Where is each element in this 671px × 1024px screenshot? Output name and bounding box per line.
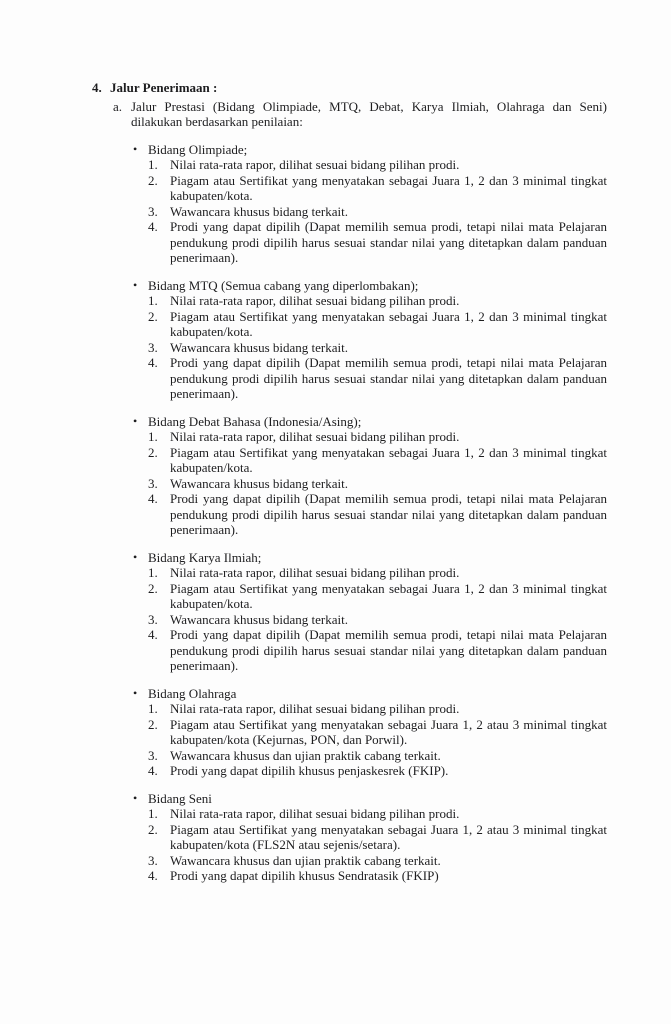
item-number: 4.	[148, 627, 158, 642]
item-number: 1.	[148, 293, 158, 308]
item-number: 4.	[148, 219, 158, 234]
item-number: 2.	[148, 308, 158, 324]
criteria-item	[148, 822, 607, 853]
bidang-section-header	[133, 414, 607, 430]
item-number: 3.	[148, 747, 158, 763]
item-number: 2.	[148, 821, 158, 837]
document-content	[92, 80, 607, 884]
item-number: 3.	[148, 611, 158, 627]
bidang-sections-list	[92, 142, 607, 884]
criteria-list	[148, 806, 607, 884]
bidang-title: Bidang Olahraga	[148, 685, 237, 701]
bidang-section	[133, 791, 607, 884]
bullet-icon: •	[133, 549, 138, 564]
bidang-title: Bidang Karya Ilmiah;	[148, 549, 262, 565]
bullet-icon: •	[133, 413, 138, 428]
criteria-list	[148, 429, 607, 538]
bidang-title: Bidang Debat Bahasa (Indonesia/Asing);	[148, 413, 362, 429]
item-number: 1.	[148, 701, 158, 716]
heading-title: Jalur Penerimaan :	[110, 80, 218, 95]
bullet-icon: •	[133, 277, 138, 292]
item-number: 4.	[148, 355, 158, 370]
item-text: Prodi yang dapat dipilih (Dapat memilih semua prodi, tetapi nilai mata Pelajaran pendukung prodi dipilih harus sesuai standar nilai yang ditetapkan dalam panduan penerimaan).	[170, 219, 607, 265]
criteria-item	[148, 565, 607, 581]
bidang-title: Bidang Seni	[148, 790, 212, 806]
item-text: Piagam atau Sertifikat yang menyatakan sebagai Juara 1, 2 dan 3 minimal tingkat kabupaten/kota.	[170, 444, 607, 475]
item-text: Nilai rata-rata rapor, dilihat sesuai bidang pilihan prodi.	[170, 293, 460, 308]
bidang-section	[133, 278, 607, 402]
criteria-list	[148, 565, 607, 674]
item-text: Wawancara khusus bidang terkait.	[170, 339, 349, 355]
item-number: 4.	[148, 491, 158, 506]
item-number: 1.	[148, 157, 158, 172]
item-number: 1.	[148, 429, 158, 444]
bidang-section-header	[133, 686, 607, 702]
bidang-section	[133, 550, 607, 674]
criteria-item	[148, 445, 607, 476]
item-text: Wawancara khusus dan ujian praktik cabang terkait.	[170, 747, 441, 763]
heading-number: 4.	[92, 80, 102, 95]
item-text: Nilai rata-rata rapor, dilihat sesuai bidang pilihan prodi.	[170, 157, 460, 172]
bullet-icon: •	[133, 141, 138, 156]
criteria-item	[148, 868, 607, 884]
criteria-item	[148, 581, 607, 612]
criteria-item	[148, 717, 607, 748]
bidang-title: Bidang MTQ (Semua cabang yang diperlombakan);	[148, 277, 419, 293]
item-text: Prodi yang dapat dipilih (Dapat memilih semua prodi, tetapi nilai mata Pelajaran pendukung prodi dipilih harus sesuai standar nilai yang ditetapkan dalam panduan penerimaan).	[170, 627, 607, 673]
item-text: Nilai rata-rata rapor, dilihat sesuai bidang pilihan prodi.	[170, 806, 460, 821]
bidang-section	[133, 414, 607, 538]
item-number: 4.	[148, 868, 158, 883]
item-text: Wawancara khusus bidang terkait.	[170, 203, 349, 219]
bullet-icon: •	[133, 790, 138, 805]
item-text: Piagam atau Sertifikat yang menyatakan sebagai Juara 1, 2 dan 3 minimal tingkat kabupaten/kota.	[170, 172, 607, 203]
criteria-list	[148, 157, 607, 266]
criteria-item	[148, 612, 607, 628]
criteria-list	[148, 293, 607, 402]
bidang-title: Bidang Olimpiade;	[148, 141, 248, 157]
item-number: 2.	[148, 172, 158, 188]
criteria-list	[148, 701, 607, 779]
item-text: Piagam atau Sertifikat yang menyatakan sebagai Juara 1, 2 dan 3 minimal tingkat kabupaten/kota.	[170, 580, 607, 611]
item-text: Prodi yang dapat dipilih khusus Sendratasik (FKIP)	[170, 868, 439, 883]
item-number: 3.	[148, 203, 158, 219]
item-number: 4.	[148, 763, 158, 778]
item-text: Wawancara khusus dan ujian praktik cabang terkait.	[170, 852, 441, 868]
criteria-item	[148, 491, 607, 538]
criteria-item	[148, 204, 607, 220]
item-number: 2.	[148, 444, 158, 460]
item-text: Nilai rata-rata rapor, dilihat sesuai bidang pilihan prodi.	[170, 701, 460, 716]
criteria-item	[148, 219, 607, 266]
item-number: 3.	[148, 852, 158, 868]
item-text: Prodi yang dapat dipilih (Dapat memilih semua prodi, tetapi nilai mata Pelajaran pendukung prodi dipilih harus sesuai standar nilai yang ditetapkan dalam panduan penerimaan).	[170, 491, 607, 537]
bullet-icon: •	[133, 685, 138, 700]
criteria-item	[148, 429, 607, 445]
criteria-item	[148, 763, 607, 779]
criteria-item	[148, 853, 607, 869]
criteria-item	[148, 355, 607, 402]
criteria-item	[148, 157, 607, 173]
criteria-item	[148, 340, 607, 356]
section-heading	[92, 80, 607, 96]
item-number: 1.	[148, 565, 158, 580]
criteria-item	[148, 293, 607, 309]
item-text: Nilai rata-rata rapor, dilihat sesuai bidang pilihan prodi.	[170, 565, 460, 580]
bidang-section-header	[133, 791, 607, 807]
intro-letter: a.	[113, 98, 123, 114]
item-text: Piagam atau Sertifikat yang menyatakan sebagai Juara 1, 2 atau 3 minimal tingkat kabupaten/kota (Kejurnas, PON, dan Porwil).	[170, 716, 607, 747]
criteria-item	[148, 309, 607, 340]
item-number: 1.	[148, 806, 158, 821]
item-text: Piagam atau Sertifikat yang menyatakan sebagai Juara 1, 2 dan 3 minimal tingkat kabupaten/kota.	[170, 308, 607, 339]
bidang-section	[133, 686, 607, 779]
criteria-item	[148, 701, 607, 717]
criteria-item	[148, 476, 607, 492]
item-text: Prodi yang dapat dipilih khusus penjaskesrek (FKIP).	[170, 763, 449, 778]
item-text: Prodi yang dapat dipilih (Dapat memilih semua prodi, tetapi nilai mata Pelajaran pendukung prodi dipilih harus sesuai standar nilai yang ditetapkan dalam panduan penerimaan).	[170, 355, 607, 401]
item-number: 2.	[148, 716, 158, 732]
intro-item	[113, 99, 607, 130]
bidang-section-header	[133, 278, 607, 294]
item-number: 3.	[148, 339, 158, 355]
bidang-section	[133, 142, 607, 266]
bidang-section-header	[133, 550, 607, 566]
item-number: 3.	[148, 475, 158, 491]
item-number: 2.	[148, 580, 158, 596]
item-text: Wawancara khusus bidang terkait.	[170, 611, 349, 627]
criteria-item	[148, 748, 607, 764]
item-text: Nilai rata-rata rapor, dilihat sesuai bidang pilihan prodi.	[170, 429, 460, 444]
criteria-item	[148, 627, 607, 674]
criteria-item	[148, 173, 607, 204]
criteria-item	[148, 806, 607, 822]
bidang-section-header	[133, 142, 607, 158]
intro-text: Jalur Prestasi (Bidang Olimpiade, MTQ, Debat, Karya Ilmiah, Olahraga dan Seni) dilakukan berdasarkan penilaian:	[131, 98, 607, 129]
item-text: Piagam atau Sertifikat yang menyatakan sebagai Juara 1, 2 atau 3 minimal tingkat kabupaten/kota (FLS2N atau sejenis/setara).	[170, 821, 607, 852]
item-text: Wawancara khusus bidang terkait.	[170, 475, 349, 491]
